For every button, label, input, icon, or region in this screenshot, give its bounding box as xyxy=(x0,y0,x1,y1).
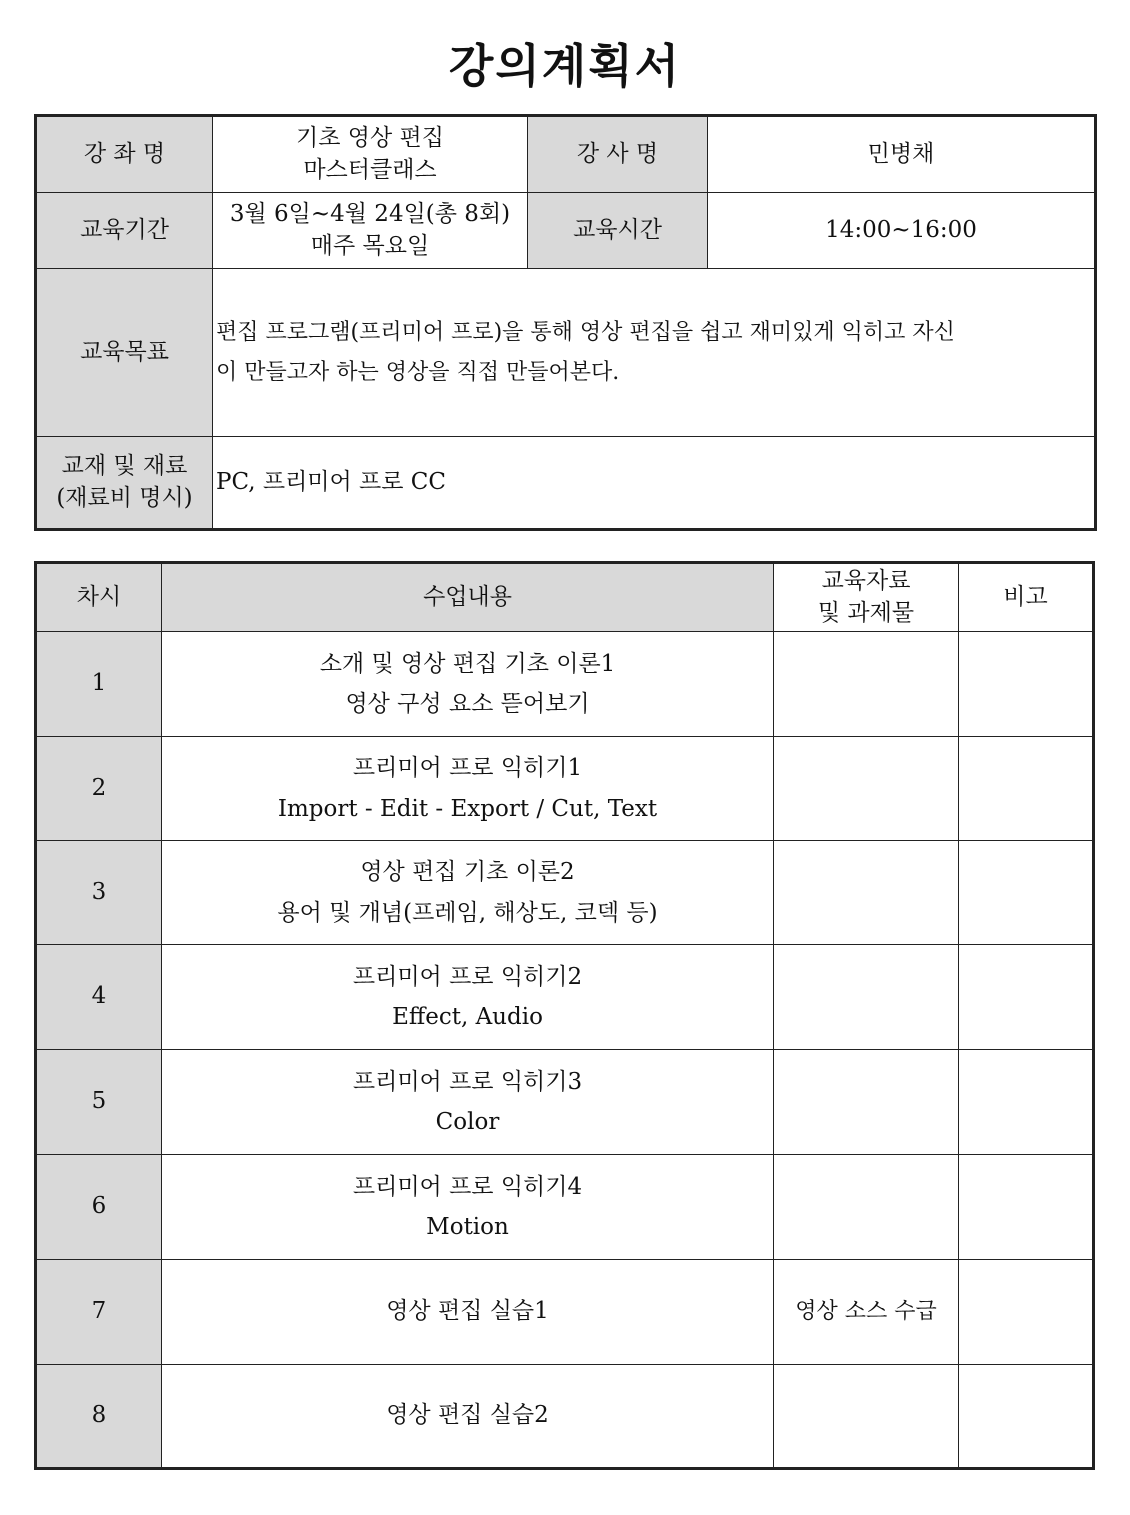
period-value-line: 3월 6일~4월 24일(총 8회) xyxy=(229,201,511,228)
materials-label-line: (재료비 명시) xyxy=(56,484,193,511)
lesson-content-line: 영상 편집 실습1 xyxy=(386,1298,549,1325)
lesson-content xyxy=(162,737,774,841)
time-label: 교육시간 xyxy=(528,193,708,269)
lesson-materials: 영상 소스 수급 xyxy=(774,1260,959,1365)
lesson-materials xyxy=(774,1155,959,1260)
goal-value xyxy=(213,269,1096,437)
lesson-content-line: Effect, Audio xyxy=(392,1004,543,1030)
lesson-content xyxy=(162,1260,774,1365)
lesson-notes xyxy=(959,945,1094,1050)
session-number: 6 xyxy=(36,1155,162,1260)
lesson-content-line: 용어 및 개념(프레임, 해상도, 코덱 등) xyxy=(277,899,658,926)
table-row xyxy=(36,1260,1094,1365)
instructor-value: 민병채 xyxy=(708,116,1096,193)
period-value xyxy=(213,193,528,269)
table-row xyxy=(36,1050,1094,1155)
goal-row xyxy=(36,269,1096,437)
lesson-content-line: 영상 구성 요소 뜯어보기 xyxy=(345,691,590,717)
lesson-content-line: 프리미어 프로 익히기3 xyxy=(352,1068,583,1095)
lesson-content-line: 프리미어 프로 익히기2 xyxy=(352,963,583,990)
lesson-materials xyxy=(774,945,959,1050)
lesson-plan-table xyxy=(34,561,1095,1470)
table-row xyxy=(36,1365,1094,1469)
session-number: 1 xyxy=(36,632,162,737)
lesson-notes xyxy=(959,632,1094,737)
lesson-content-line: Motion xyxy=(426,1214,509,1240)
course-row xyxy=(36,116,1096,193)
lesson-materials xyxy=(774,632,959,737)
materials-header xyxy=(774,563,959,632)
goal-value-line: 편집 프로그램(프리미어 프로)을 통해 영상 편집을 쉽고 재미있게 익히고 자신 xyxy=(216,319,955,345)
lesson-notes xyxy=(959,1260,1094,1365)
materials-header-line: 교육자료 xyxy=(821,568,911,595)
session-number: 3 xyxy=(36,841,162,945)
lesson-content xyxy=(162,841,774,945)
session-number: 8 xyxy=(36,1365,162,1469)
lesson-header-row xyxy=(36,563,1094,632)
lesson-notes xyxy=(959,1365,1094,1469)
goal-label: 교육목표 xyxy=(36,269,213,437)
notes-header: 비고 xyxy=(959,563,1094,632)
session-number: 7 xyxy=(36,1260,162,1365)
materials-value: PC, 프리미어 프로 CC xyxy=(213,437,1096,530)
period-label: 교육기간 xyxy=(36,193,213,269)
lesson-notes xyxy=(959,841,1094,945)
materials-header-line: 및 과제물 xyxy=(817,599,915,626)
course-value-line: 마스터클래스 xyxy=(303,156,437,183)
course-label: 강 좌 명 xyxy=(36,116,213,193)
lesson-materials xyxy=(774,737,959,841)
table-row xyxy=(36,1155,1094,1260)
lesson-content xyxy=(162,632,774,737)
lesson-content-line: Color xyxy=(435,1109,500,1135)
lesson-content xyxy=(162,1365,774,1469)
session-number: 2 xyxy=(36,737,162,841)
lesson-content-line: 영상 편집 실습2 xyxy=(386,1402,549,1429)
table-row xyxy=(36,945,1094,1050)
period-row xyxy=(36,193,1096,269)
table-row xyxy=(36,632,1094,737)
table-row xyxy=(36,841,1094,945)
lesson-notes xyxy=(959,1155,1094,1260)
time-value: 14:00~16:00 xyxy=(708,193,1096,269)
materials-label xyxy=(36,437,213,530)
course-value xyxy=(213,116,528,193)
lesson-content-line: 프리미어 프로 익히기1 xyxy=(352,755,583,782)
session-number: 5 xyxy=(36,1050,162,1155)
materials-row xyxy=(36,437,1096,530)
lesson-content-line: 영상 편집 기초 이론2 xyxy=(360,859,575,886)
lesson-content-line: Import - Edit - Export / Cut, Text xyxy=(277,795,658,822)
lesson-materials xyxy=(774,1050,959,1155)
course-value-line: 기초 영상 편집 xyxy=(296,125,444,152)
table-row xyxy=(36,737,1094,841)
instructor-label: 강 사 명 xyxy=(528,116,708,193)
lesson-notes xyxy=(959,737,1094,841)
session-header: 차시 xyxy=(36,563,162,632)
session-number: 4 xyxy=(36,945,162,1050)
lesson-content-line: 프리미어 프로 익히기4 xyxy=(352,1173,583,1200)
lesson-materials xyxy=(774,841,959,945)
lesson-content-line: 소개 및 영상 편집 기초 이론1 xyxy=(319,650,616,677)
lesson-content xyxy=(162,1155,774,1260)
course-info-table xyxy=(34,114,1097,531)
lesson-materials xyxy=(774,1365,959,1469)
lesson-content xyxy=(162,1050,774,1155)
document-title: 강의계획서 xyxy=(448,39,682,93)
period-value-line: 매주 목요일 xyxy=(310,232,430,259)
lesson-content xyxy=(162,945,774,1050)
materials-label-line: 교재 및 재료 xyxy=(61,453,188,480)
goal-value-line: 이 만들고자 하는 영상을 직접 만들어본다. xyxy=(216,359,620,385)
content-header: 수업내용 xyxy=(162,563,774,632)
lesson-notes xyxy=(959,1050,1094,1155)
